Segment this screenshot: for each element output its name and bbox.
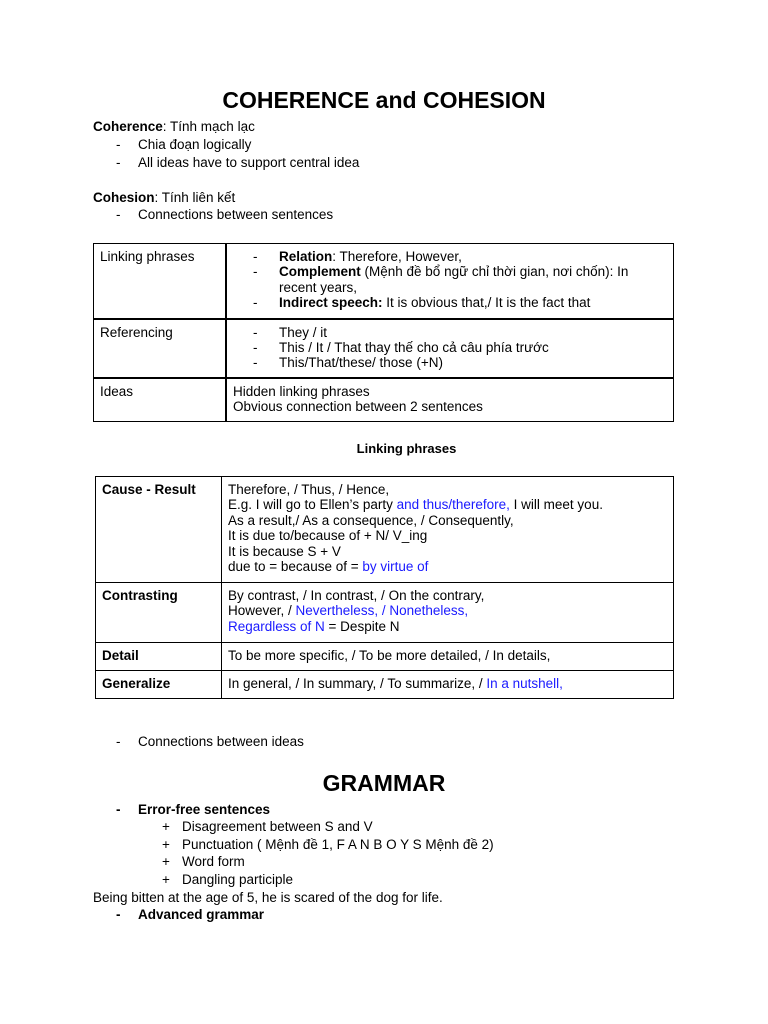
row-label: Contrasting <box>96 583 222 643</box>
row-label: Linking phrases <box>94 244 227 319</box>
cohesion-heading <box>93 190 235 206</box>
table-row <box>96 643 674 671</box>
row-content: Hidden linking phrases Obvious connection between 2 sentences <box>226 378 674 422</box>
table-row <box>96 671 674 699</box>
row-label: Ideas <box>94 378 227 422</box>
row-content: To be more specific, / To be more detailed, / In details, <box>222 643 674 671</box>
list-item: - Chia đoạn logically <box>116 137 252 152</box>
list-item: - Error-free sentences <box>116 802 271 817</box>
table-row <box>96 583 674 643</box>
example-sentence: Being bitten at the age of 5, he is scared of the dog for life. <box>93 890 443 905</box>
row-content <box>226 319 674 378</box>
list-item: - All ideas have to support central idea <box>116 155 360 170</box>
list-item: - Indirect speech: It is obvious that,/ It is the fact that <box>253 295 667 310</box>
linking-phrases-table <box>95 476 674 699</box>
list-item: - This/That/these/ those (+N) <box>253 355 667 370</box>
coherence-definition: : Tính mạch lạc <box>162 119 255 134</box>
row-label: Detail <box>96 643 222 671</box>
list-item: + Word form <box>162 854 245 869</box>
coherence-heading <box>93 119 255 135</box>
list-item: - Relation: Therefore, However, <box>253 249 667 264</box>
grammar-title: GRAMMAR <box>322 770 446 796</box>
table-row <box>96 477 674 583</box>
row-content: Therefore, / Thus, / Hence, E.g. I will go to Ellen’s party and thus/therefore, I will meet you. As a result,/ As a consequence, / Consequently, It is due to/because of + N/ V_ing It is because S + V due to = because of = by virtue of <box>222 477 674 583</box>
cohesion-table <box>93 243 674 422</box>
row-label: Cause - Result <box>96 477 222 583</box>
row-content: By contrast, / In contrast, / On the contrary, However, / Nevertheless, / Nonetheless, Regardless of N = Despite N <box>222 583 674 643</box>
list-item: + Disagreement between S and V <box>162 819 373 834</box>
cohesion-definition: : Tính liên kết <box>154 190 236 205</box>
list-item: - Connections between sentences <box>116 207 334 222</box>
table-row <box>94 319 674 378</box>
page-title: COHERENCE and COHESION <box>222 87 546 113</box>
row-label: Generalize <box>96 671 222 699</box>
coherence-term: Coherence <box>93 119 163 134</box>
row-content <box>226 244 674 319</box>
table-row <box>94 378 674 422</box>
row-content: In general, / In summary, / To summarize, / In a nutshell, <box>222 671 674 699</box>
list-item: - Advanced grammar <box>116 907 265 922</box>
cohesion-term: Cohesion <box>93 190 155 205</box>
table-row <box>94 244 674 319</box>
row-label: Referencing <box>94 319 227 378</box>
list-item: + Punctuation ( Mệnh đề 1, F A N B O Y S Mệnh đề 2) <box>162 837 494 852</box>
list-item: - This / It / That thay thế cho cả câu phía trước <box>253 340 667 355</box>
linking-phrases-caption: Linking phrases <box>356 441 457 456</box>
list-item: - Connections between ideas <box>116 734 304 749</box>
list-item: - Complement (Mệnh đề bổ ngữ chỉ thời gian, nơi chốn): In recent years, <box>253 264 667 295</box>
list-item: + Dangling participle <box>162 872 294 887</box>
list-item: - They / it <box>253 325 667 340</box>
